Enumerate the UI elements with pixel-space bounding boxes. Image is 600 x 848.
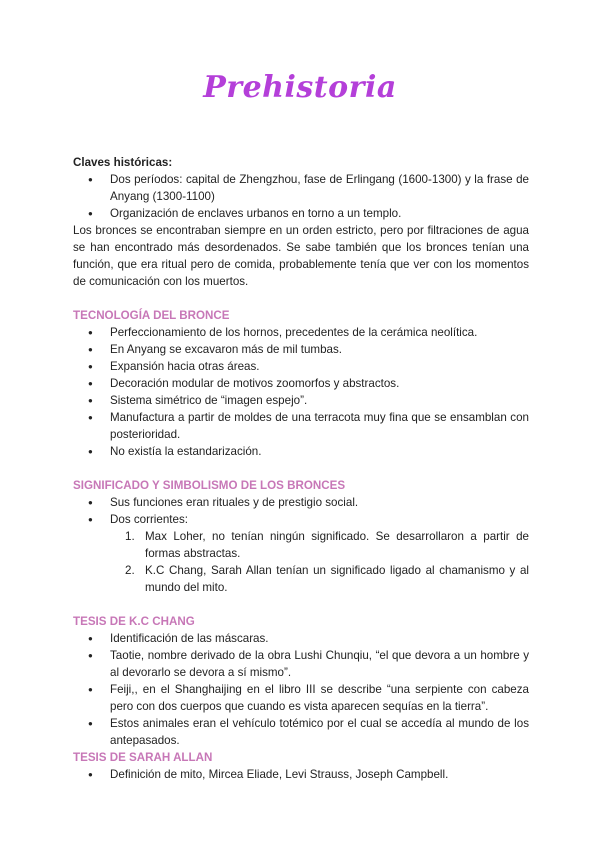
list-item: ● Identificación de las máscaras. [73,630,529,647]
page-title: Prehistoria [203,70,397,105]
claves-list [73,171,529,222]
significado-heading: SIGNIFICADO Y SIMBOLISMO DE LOS BRONCES [73,479,346,492]
item-number: 1. [125,530,135,543]
numbered-item [73,528,529,562]
list-item: ● Manufactura a partir de moldes de una terracota muy fina que se ensamblan con posterioridad. [73,409,529,443]
chang-list [73,630,529,749]
list-item: ● Expansión hacia otras áreas. [73,358,529,375]
list-item: ● En Anyang se excavaron más de mil tumbas. [73,341,529,358]
list-item: ● Estos animales eran el vehículo totémico por el cual se accedía al mundo de los antepasados. [73,715,529,749]
list-item: ● Sus funciones eran rituales y de prestigio social. [73,494,529,511]
chang-heading: TESIS DE K.C CHANG [73,615,195,628]
list-item: ● Sistema simétrico de “imagen espejo”. [73,392,529,409]
numbered-item [73,562,529,596]
list-item: ● Dos corrientes: [73,511,529,528]
significado-list [73,494,529,528]
tecnologia-list [73,324,529,460]
item-text: K.C Chang, Sarah Allan tenían un significado ligado al chamanismo y al mundo del mito. [145,564,529,594]
claves-paragraph: Los bronces se encontraban siempre en un orden estricto, pero por filtraciones de agua se han encontrado más desordenados. Se sabe también que los bronces tenían una función, que era ritual pero de comida, probablemente tenía que ver con los momentos de comunicación con los muertos. [73,224,529,288]
claves-heading: Claves históricas: [73,156,173,169]
list-item: ● Dos períodos: capital de Zhengzhou, fase de Erlingang (1600-1300) y la frase de Anyang (1300-1100) [73,171,529,205]
item-number: 2. [125,564,135,577]
list-item: ● Feiji,, en el Shanghaijing en el libro III se describe “una serpiente con cabeza pero con dos cuerpos que cuando es vista aparecen sequías en la tierra”. [73,681,529,715]
item-text: Max Loher, no tenían ningún significado. Se desarrollaron a partir de formas abstractas. [145,530,529,560]
corrientes-list [73,528,529,596]
allan-heading: TESIS DE SARAH ALLAN [73,751,213,764]
list-item: ● No existía la estandarización. [73,443,529,460]
document-body [73,154,529,783]
list-item: ● Organización de enclaves urbanos en torno a un templo. [73,205,529,222]
list-item: ● Decoración modular de motivos zoomorfos y abstractos. [73,375,529,392]
tecnologia-heading: TECNOLOGÍA DEL BRONCE [73,309,230,322]
list-item: ● Perfeccionamiento de los hornos, precedentes de la cerámica neolítica. [73,324,529,341]
list-item: ● Taotie, nombre derivado de la obra Lushi Chunqiu, “el que devora a un hombre y al devorarlo se devora a sí mismo”. [73,647,529,681]
allan-list [73,766,529,783]
list-item: ● Definición de mito, Mircea Eliade, Levi Strauss, Joseph Campbell. [73,766,529,783]
